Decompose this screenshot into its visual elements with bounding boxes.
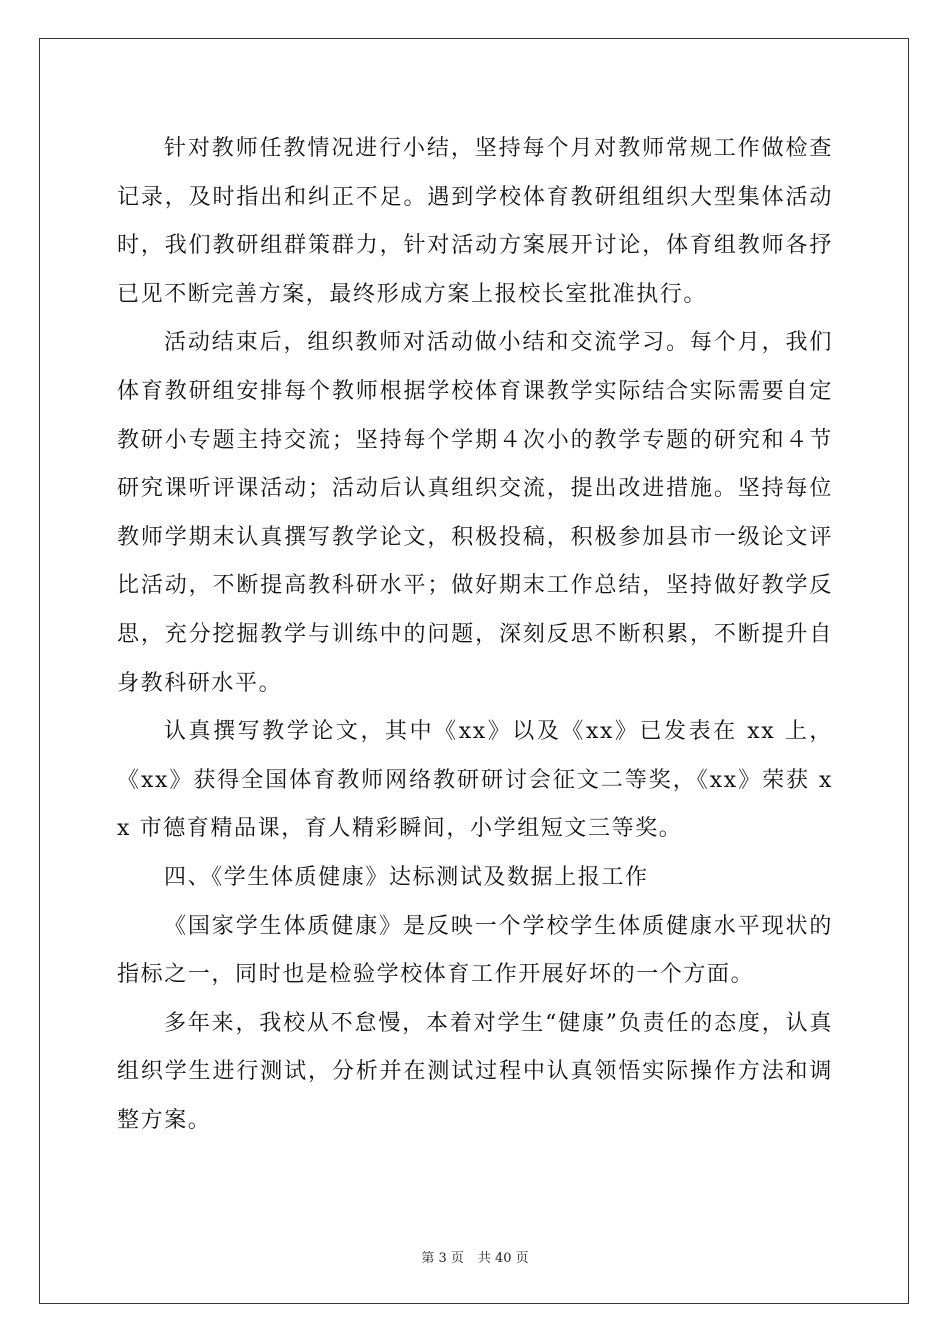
page-footer <box>0 1247 950 1266</box>
page-number-current: 第 3 页 <box>421 1251 464 1266</box>
paragraph: 《国家学生体质健康》是反映一个学校学生体质健康水平现状的指标之一，同时也是检验学校体育工作开展好坏的一个方面。 <box>117 913 833 988</box>
document-body <box>117 125 833 1145</box>
paragraph: 针对教师任教情况进行小结，坚持每个月对教师常规工作做检查记录，及时指出和纠正不足。遇到学校体育教研组组织大型集体活动时，我们教研组群策群力，针对活动方案展开讨论，体育组教师各抒已见不断完善方案，最终形成方案上报校长室批准执行。 <box>117 136 833 307</box>
paragraph: 活动结束后，组织教师对活动做小结和交流学习。每个月，我们体育教研组安排每个教师根据学校体育课教学实际结合实际需要自定教研小专题主持交流；坚持每个学期４次小的教学专题的研究和４节研究课听评课活动；活动后认真组织交流，提出改进措施。坚持每位教师学期末认真撰写教学论文，积极投稿，积极参加县市一级论文评比活动，不断提高教科研水平；做好期末工作总结，坚持做好教学反思，充分挖掘教学与训练中的问题，深刻反思不断积累，不断提升自身教科研水平。 <box>117 330 833 696</box>
paragraph: 多年来，我校从不怠慢，本着对学生“健康”负责任的态度，认真组织学生进行测试，分析并在测试过程中认真领悟实际操作方法和调整方案。 <box>117 1010 833 1133</box>
paragraph: 认真撰写教学论文，其中《xx》以及《xx》已发表在 xx 上，《xx》获得全国体育教师网络教研研讨会征文二等奖，《xx》荣获 xx 市德育精品课，育人精彩瞬间，小学组短文三等奖。 <box>117 719 833 842</box>
page-number-total: 共 40 页 <box>477 1251 529 1266</box>
section-heading: 四、《学生体质健康》达标测试及数据上报工作 <box>164 864 649 890</box>
